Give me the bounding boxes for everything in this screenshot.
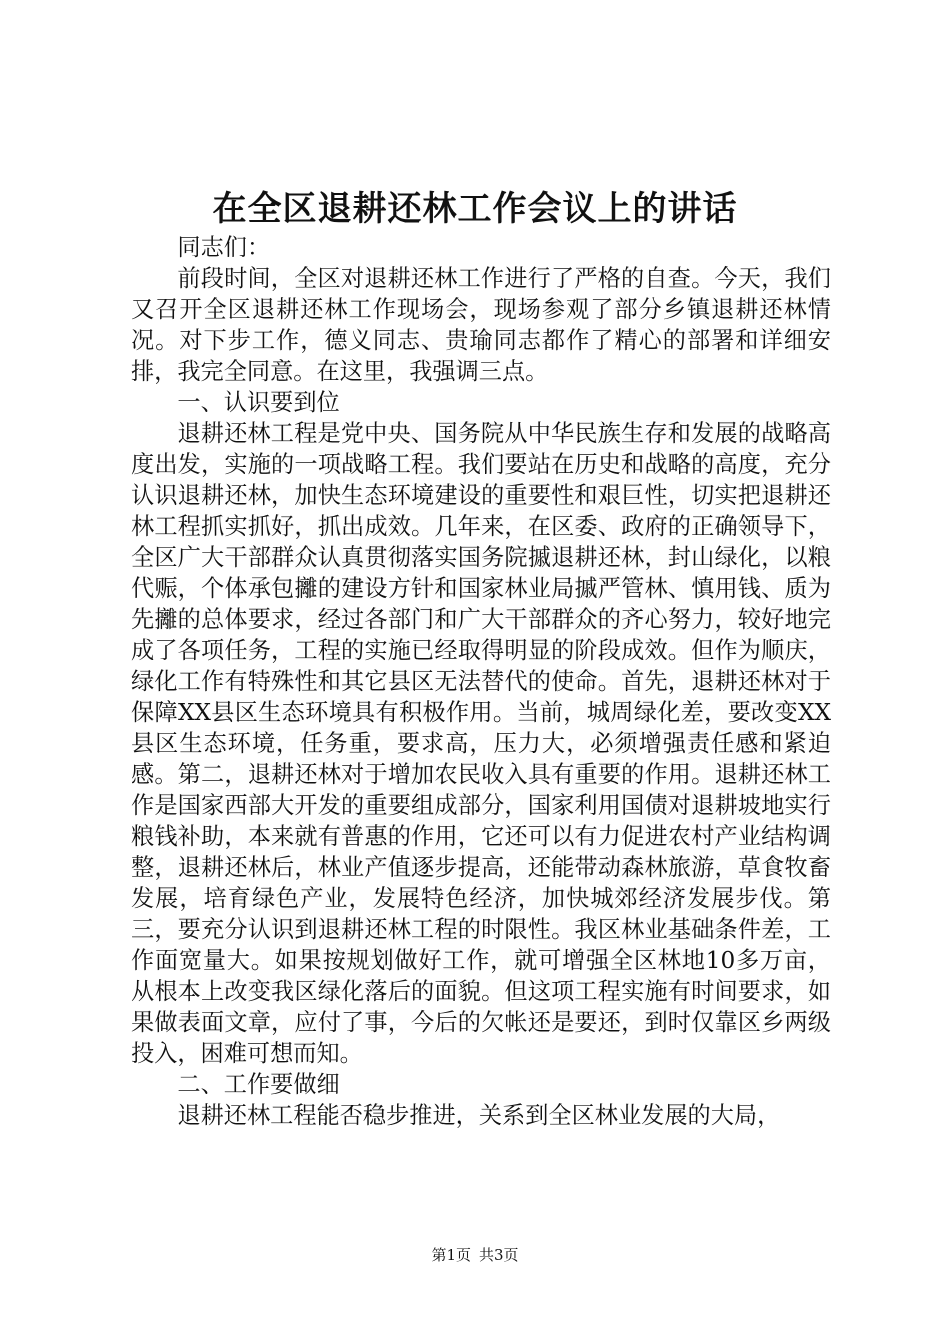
paragraph-section-2: 退耕还林工程能否稳步推进，关系到全区林业发展的大局， [177, 1102, 781, 1129]
section-heading-1: 一、认识要到位 [177, 389, 340, 416]
paragraph-section-1: 退耕还林工程是党中央、国务院从中华民族生存和发展的战略高度出发，实施的一项战略工程。我们要站在历史和战略的高度，充分认识退耕还林，加快生态环境建设的重要性和艰巨性，切实把退耕还林工程抓实抓好，抓出成效。几年来，在区委、政府的正确领导下，全区广大干部群众认真贯彻落实国务院摵退耕还林，封山绿化，以粮代赈，个体承包攡的建设方针和国家林业局摵严管林、慎用钱、质为先攡的总体要求，经过各部门和广大干部群众的齐心努力，较好地完成了各项任务，工程的实施已经取得明显的阶段成效。但作为顺庆，绿化工作有特殊性和其它县区无法替代的使命。首先，退耕还林对于保障XX县区生态环境具有积极作用。当前，城周绿化差，要改变XX县区生态环境，任务重，要求高，压力大，必须增强责任感和紧迫感。第二，退耕还林对于增加农民收入具有重要的作用。退耕还林工作是国家西部大开发的重要组成部分，国家利用国债对退耕坡地实行粮钱补助，本来就有普惠的作用，它还可以有力促进农村产业结构调整，退耕还林后，林业产值逐步提高，还能带动森林旅游，草食牧畜发展，培育绿色产业，发展特色经济，加快城郊经济发展步伐。第三，要充分认识到退耕还林工程的时限性。我区林业基础条件差，工作面宽量大。如果按规划做好工作，就可增强全区林地10多万亩，从根本上改变我区绿化落后的面貌。但这项工程实施有时间要求，如果做表面文章，应付了事，今后的欠帐还是要还，到时仅靠区乡两级投入，困难可想而知。 [131, 420, 831, 1067]
document-title: 在全区退耕还林工作会议上的讲话 [212, 189, 738, 229]
salutation: 同志们： [177, 234, 271, 261]
section-heading-2: 二、工作要做细 [177, 1071, 340, 1098]
paragraph-intro: 前段时间，全区对退耕还林工作进行了严格的自查。今天，我们又召开全区退耕还林工作现场会，现场参观了部分乡镇退耕还林情况。对下步工作，德义同志、贵瑜同志都作了精心的部署和详细安排，我完全同意。在这里，我强调三点。 [131, 265, 831, 385]
page-footer [0, 1244, 950, 1266]
page-total: 共3页 [479, 1246, 519, 1264]
page-number: 第1页 [431, 1246, 471, 1264]
document-body [131, 232, 831, 1131]
